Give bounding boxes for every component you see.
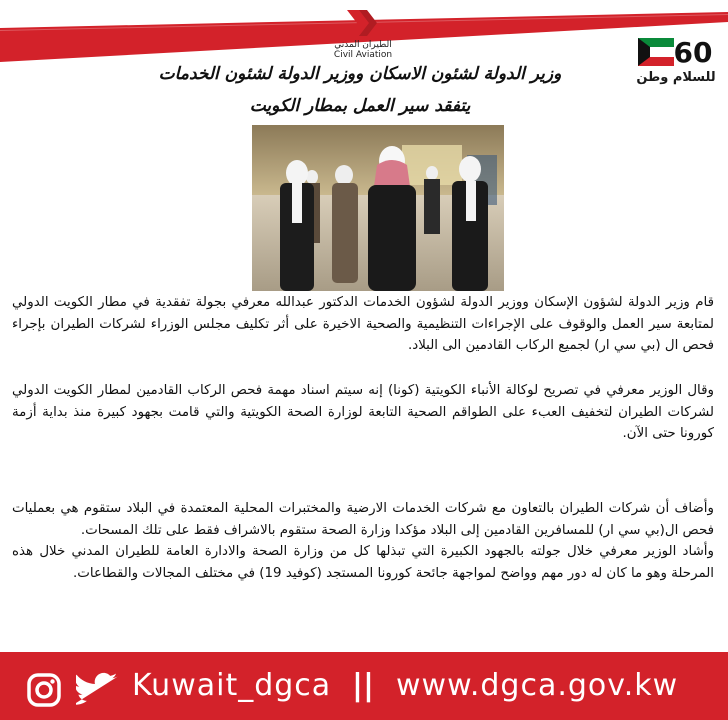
article-photo	[252, 125, 504, 291]
footer-handle[interactable]: Kuwait_dgca	[132, 668, 332, 703]
article-paragraph-4-text: وأشاد الوزير معرفي خلال جولته بالجهود الكبيرة التي تبذلها كل من وزارة الصحة والادارة العامة للطيران المدني خلال هذه المرحلة وهو ما كان له دور مهم وواضح لمواجهة جائحة كورونا المستجد (كوفيد 19) في مختلف المجالات والقطاعات.	[12, 544, 714, 581]
kuwait-flag-icon	[638, 38, 674, 66]
badge-number-text: 60	[673, 36, 713, 68]
instagram-icon[interactable]	[26, 672, 62, 708]
twitter-icon[interactable]	[76, 672, 120, 708]
logo-english-text: Civil Aviation	[333, 50, 393, 60]
footer-website-link[interactable]: www.dgca.gov.kw	[396, 668, 679, 703]
dgca-logo-mark-icon	[343, 6, 383, 40]
badge-slogan: للسلام وطن	[636, 70, 716, 85]
badge-60-number	[672, 36, 714, 68]
dgca-logo	[326, 4, 400, 60]
article-paragraph-3	[12, 498, 714, 584]
logo-arabic-text: الطيران المدني	[334, 40, 392, 50]
article-paragraph-1: قام وزير الدولة لشؤون الإسكان ووزير الدولة لشؤون الخدمات الدكتور عبدالله معرفي بجولة تفقدية في مطار الكويت الدولي لمتابعة سير العمل والوقوف على الإجراءات التنظيمية والصحية الاخيرة على أثر تكليف مجلس الوزراء لشركات الطيران بإجراء فحص ال (بي سي ار) لجميع الركاب القادمين الى البلاد.	[12, 295, 714, 353]
footer-separator: ||	[352, 668, 374, 703]
headline-line-1: وزير الدولة لشئون الاسكان ووزير الدولة لشئون الخدمات	[158, 64, 562, 84]
kuwait-60-badge	[636, 36, 716, 88]
footer-bar	[0, 652, 728, 720]
article-paragraph-2: وقال الوزير معرفي في تصريح لوكالة الأنباء الكويتية (كونا) إنه سيتم اسناد مهمة فحص الركاب القادمين لمطار الكويت الدولي لشركات الطيران لتخفيف العبء على الطواقم الصحية التابعة لوزارة الصحة الكويتية والتي قامت بجهود كبيرة منذ بداية أزمة كورونا حتى الآن.	[12, 383, 714, 441]
article-paragraph-3-text: وأضاف أن شركات الطيران بالتعاون مع شركات الخدمات الارضية والمختبرات المحلية المعتمدة في البلاد ستقوم هي بعمليات فحص ال(بي سي ار) للمسافرين القادمين إلى البلاد مؤكدا وزارة الصحة ستقوم بالاشراف فقط على تلك المسحات.	[12, 501, 714, 538]
headline-line-2: يتفقد سير العمل بمطار الكويت	[249, 96, 471, 116]
